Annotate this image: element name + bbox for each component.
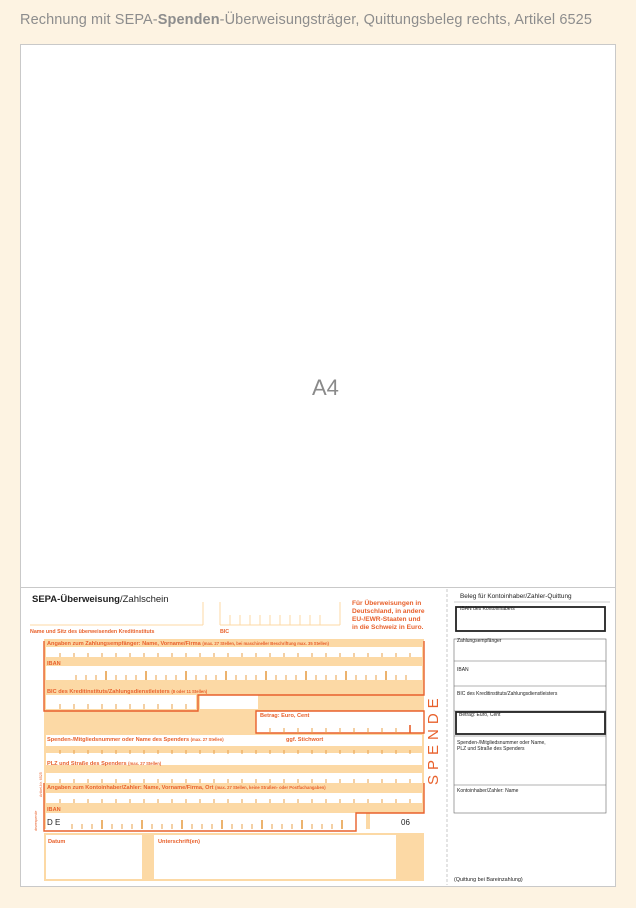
donor-label: Spenden-/Mitgliedsnummer oder Name des Spenders (max. 27 Stellen) [47,737,224,743]
side-print-article: Artikel-Nr. 6525 [39,772,43,797]
bank-name-label: Name und Sitz des überweisenden Kreditinstituts [30,629,155,635]
payer-label: Angaben zum Kontoinhaber/Zahler: Name, Vorname/Firma, Ort (max. 27 Stellen, keine Straßen- oder Postfachangaben) [47,785,326,791]
payer-iban-label: IBAN [47,807,61,813]
receipt-amount-label: Betrag: Euro, Cent [459,712,501,718]
bic-top-ticks [220,602,340,625]
signature-label: Unterschrift(en) [158,839,200,845]
keyword-label: ggf. Stichwort [286,737,324,743]
receipt-title: Beleg für Kontoinhaber/Zahler-Quittung [460,593,572,600]
form-code: 06 [401,818,410,827]
date-label: Datum [48,839,66,845]
sepa-transfer-form [20,587,616,887]
title-suffix: -Überweisungsträger, Quittungsbeleg rechts, Artikel 6525 [219,12,592,28]
amount-label: Betrag: Euro, Cent [260,713,310,719]
iban-country: D E [47,818,61,827]
receipt-donor-label: Spenden-/Mitgliedsnummer oder Name, PLZ und Straße des Spenders [457,740,546,752]
bic-label: BIC [220,629,230,635]
title-bold: Spenden [157,12,220,28]
receipt-footer: (Quittung bei Bareinzahlung) [454,877,523,883]
receipt-iban-holder-label: IBAN des Kontoinhabers [460,606,515,612]
receipt-iban-label: IBAN [457,667,469,673]
spende-vertical: SPENDE [425,693,442,785]
eu-note: Für Überweisungen in Deutschland, in andere EU-/EWR-Staaten und in die Schweiz in Euro. [352,600,425,631]
receipt-recipient-label: Zahlungsempfänger [457,638,502,644]
address-label: PLZ und Straße des Spenders (max. 27 Stellen) [47,761,162,767]
recipient-label: Angaben zum Zahlungsempfänger: Name, Vorname/Firma (max. 27 Stellen, bei maschineller Beschriftung max. 35 Stellen) [47,641,329,647]
a4-label: A4 [312,375,339,400]
side-print: dewespende [34,810,38,831]
iban-label: IBAN [47,661,61,667]
receipt-bic-label: BIC des Kreditinstituts/Zahlungsdienstleisters [457,691,558,697]
receipt-payer-label: Kontoinhaber/Zahler: Name [457,788,519,794]
bic-inst-label: BIC des Kreditinstituts/Zahlungsdienstleisters (8 oder 11 Stellen) [47,689,208,695]
page-title [20,12,592,28]
title-prefix: Rechnung mit SEPA- [20,12,158,28]
form-title: SEPA-Überweisung/Zahlschein [32,594,169,605]
receipt-column [454,593,610,883]
